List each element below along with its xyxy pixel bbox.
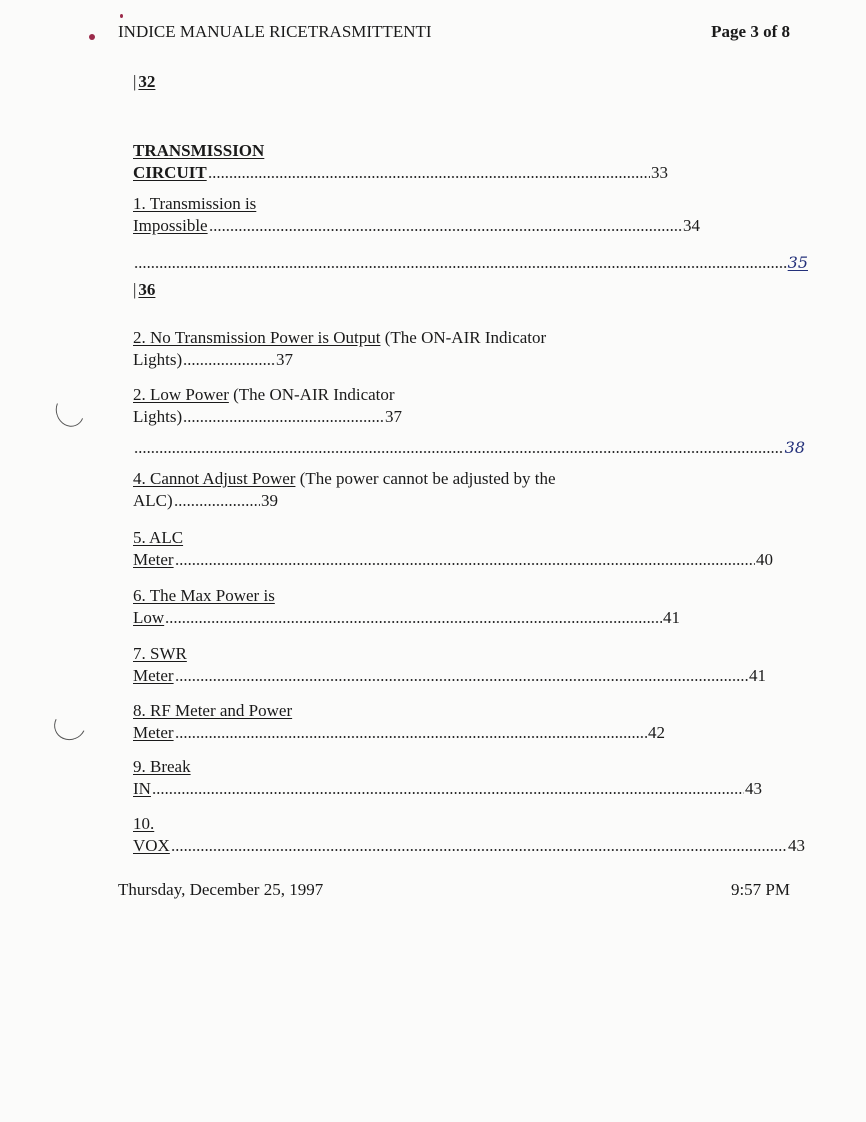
page-number: 41: [749, 666, 766, 685]
entry-title: 6. The Max Power is: [133, 586, 275, 605]
page-number: 34: [683, 216, 700, 235]
entry-link: CIRCUIT: [133, 163, 207, 182]
page-number: 43: [788, 836, 805, 855]
entry-title: TRANSMISSION: [133, 141, 265, 160]
toc-entry-swr-meter[interactable]: [133, 643, 766, 687]
page-number: 37: [276, 350, 293, 369]
page-number: 37: [385, 407, 402, 426]
leader-dots: [165, 620, 662, 624]
toc-entry-blank-38[interactable]: [133, 437, 805, 459]
ref-32[interactable]: [133, 72, 155, 92]
entry-title: 5. ALC: [133, 528, 184, 547]
leader-dots: [134, 450, 784, 454]
page-number: 42: [648, 723, 665, 742]
ref-bar: |: [133, 280, 137, 299]
ref-bar: |: [133, 72, 137, 91]
handwritten-page-number: 38: [784, 438, 805, 457]
pencil-circle-mark: [50, 705, 90, 744]
leader-dots: [171, 848, 787, 852]
leader-dots: [183, 419, 384, 423]
footer-time: 9:57 PM: [730, 880, 790, 899]
entry-title: 8. RF Meter and Power: [133, 701, 293, 720]
entry-link: VOX: [133, 836, 170, 855]
leader-dots: [175, 678, 748, 682]
entry-title: 7. SWR: [133, 644, 187, 663]
page-number: 43: [745, 779, 762, 798]
pencil-circle-mark: [51, 391, 88, 431]
toc-entry-cannot-adjust-power[interactable]: [133, 468, 556, 512]
entry-note: (The power cannot be adjusted by the: [295, 469, 556, 488]
page-indicator: Page 3 of 8: [711, 22, 790, 41]
entry-link: Meter: [133, 550, 174, 569]
toc-entry-rf-meter[interactable]: [133, 700, 665, 744]
leader-dots: [183, 362, 275, 366]
entry-link: Meter: [133, 723, 174, 742]
toc-entry-blank-35[interactable]: [133, 252, 808, 274]
leader-dots: [174, 503, 260, 507]
toc-entry-max-power-low[interactable]: [133, 585, 680, 629]
ref-36[interactable]: [133, 280, 155, 300]
entry-title: 2. No Transmission Power is Output: [133, 328, 381, 347]
entry-note: (The ON-AIR Indicator: [380, 328, 547, 347]
page-number: 39: [261, 491, 278, 510]
toc-entry-break-in[interactable]: [133, 756, 762, 800]
entry-continuation: Lights): [133, 407, 183, 426]
bullet-dot: [89, 34, 95, 40]
leader-dots: [175, 735, 647, 739]
ink-speck: [120, 14, 123, 18]
header-title: INDICE MANUALE RICETRASMITTENTI: [118, 22, 432, 41]
leader-dots: [208, 175, 650, 179]
leader-dots: [175, 562, 755, 566]
leader-dots: [209, 228, 682, 232]
page-number: 33: [651, 163, 668, 182]
toc-entry-vox[interactable]: [133, 813, 805, 857]
handwritten-page-number: 35: [787, 253, 808, 272]
toc-entry-low-power[interactable]: [133, 384, 402, 428]
entry-link: IN: [133, 779, 151, 798]
entry-continuation: ALC): [133, 491, 173, 510]
entry-link: Meter: [133, 666, 174, 685]
toc-entry-no-transmission-power[interactable]: [133, 327, 547, 371]
entry-link: Low: [133, 608, 165, 627]
entry-link: Impossible: [133, 216, 208, 235]
ref-36-link: 36: [138, 280, 156, 299]
ref-32-link: 32: [138, 72, 156, 91]
entry-title: 4. Cannot Adjust Power: [133, 469, 296, 488]
toc-entry-transmission-circuit[interactable]: [133, 140, 668, 184]
entry-note: (The ON-AIR Indicator: [228, 385, 395, 404]
entry-title: 2. Low Power: [133, 385, 229, 404]
page-number: 40: [756, 550, 773, 569]
entry-title: 9. Break: [133, 757, 191, 776]
leader-dots: [152, 791, 744, 795]
page-number: 41: [663, 608, 680, 627]
footer-date: Thursday, December 25, 1997: [118, 880, 324, 899]
entry-title: 10.: [133, 814, 155, 833]
entry-continuation: Lights): [133, 350, 183, 369]
leader-dots: [134, 265, 787, 269]
toc-entry-alc-meter[interactable]: [133, 527, 773, 571]
toc-entry-transmission-impossible[interactable]: [133, 193, 700, 237]
entry-title: 1. Transmission is: [133, 194, 257, 213]
